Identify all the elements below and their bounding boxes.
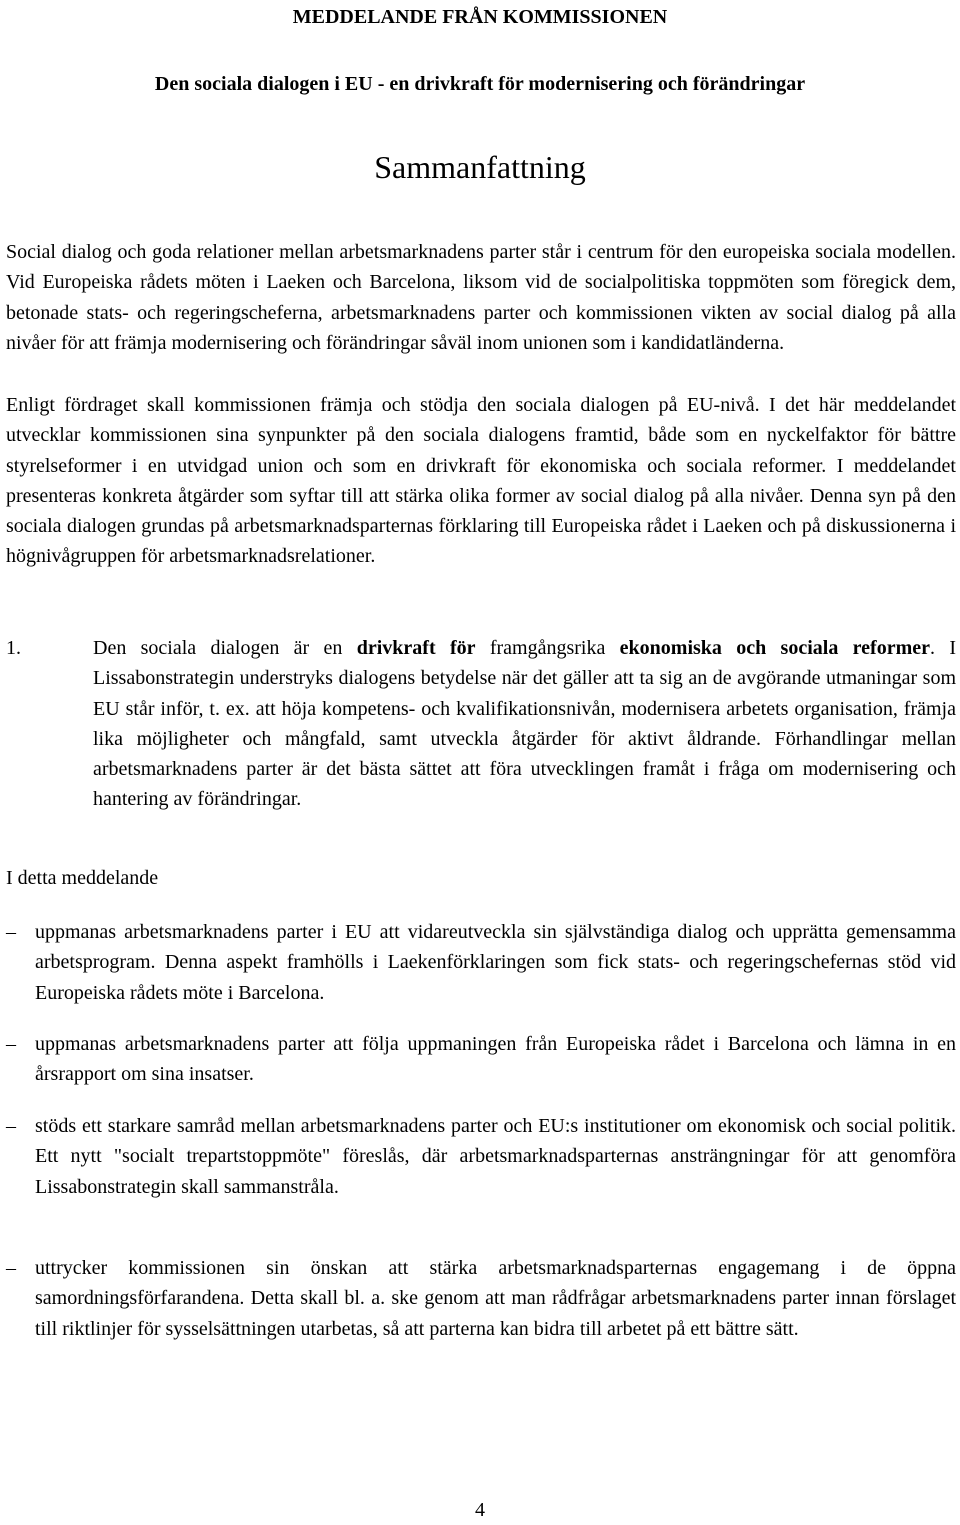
numbered-item-text [93,633,956,815]
paragraph-intro: Social dialog och goda relationer mellan arbetsmarknadens parter står i centrum för den europeiska sociala modellen. Vid Europeiska rådets möten i Laeken och Barcelona, liksom vid de socialpolitiska toppmöten som föregick dem, betonade stats- och regeringscheferna, arbetsmarknadens parter och kommissionen vikten av social dialog på alla nivåer för att främja modernisering och förändringar såväl inom unionen som i kandidatländerna. [6,241,956,354]
numbered-item-bold-part: ekonomiska och sociala reformer [619,637,930,659]
intro-line: I detta meddelande [6,867,159,889]
bullet-dash-marker: – [6,1115,16,1137]
page-number: 4 [475,1499,485,1521]
paragraph-treaty: Enligt fördraget skall kommissionen främja och stödja den sociala dialogen på EU-nivå. I det här meddelandet utvecklar kommissionen sina synpunkter på den sociala dialogens framtid, både som en nyckelfaktor för bättre styrelseformer i en utvidgad union och som en drivkraft för ekonomiska och sociala reformer. I meddelandet presenteras konkreta åtgärder som syftar till att stärka olika former av social dialog på alla nivåer. Denna syn på den sociala dialogen grundas på arbetsmarknadsparternas förklaring till Europeiska rådet i Laeken och på diskussionerna i högnivågruppen för arbetsmarknadsrelationer. [6,394,956,568]
numbered-item-text-part: . I Lissabonstrategin understryks dialogens betydelse när det gäller att ta sig an de avgörande utmaningar som EU står inför, t. ex. att höja kompetens- och kvalifikationsnivån, modernisera arbetets organisation, främja lika möjligheter och mångfald, samt utveckla åtgärder för aktivt åldrande. Förhandlingar mellan arbetsmarknadens parter är det bästa sättet att föra utvecklingen framåt i fråga om modernisering och hantering av förändringar. [93,637,956,811]
numbered-item-text-part: framgångsrika [475,637,620,659]
bullet-dash-marker: – [6,1257,16,1279]
bullet-item: uppmanas arbetsmarknadens parter i EU att vidareutveckla sin självständiga dialog och upprätta gemensamma arbetsprogram. Denna aspekt framhölls i Laekenförklaringen som fick stats- och regeringschefernas stöd vid Europeiska rådets möte i Barcelona. [35,921,956,1004]
document-type-heading: MEDDELANDE FRÅN KOMMISSIONEN [292,6,668,28]
bullet-item: stöds ett starkare samråd mellan arbetsmarknadens parter och EU:s institutioner om ekonomisk och social politik. Ett nytt "socialt trepartstoppmöte" föreslås, där arbetsmarknadsparternas ansträngningar för att genomföra Lissabonstrategin skall sammanstråla. [35,1115,956,1198]
numbered-item-number: 1. [6,637,21,659]
bullet-item: uttrycker kommissionen sin önskan att stärka arbetsmarknadsparternas engagemang i de öppna samordningsförfarandena. Detta skall bl. a. ske genom att man rådfrågar arbetsmarknadens parter innan förslaget till riktlinjer för sysselsättningen utarbetas, så att parterna kan bidra till arbetet på ett bättre sätt. [35,1257,956,1340]
bullet-dash-marker: – [6,1033,16,1055]
bullet-dash-marker: – [6,921,16,943]
document-subtitle: Den sociala dialogen i EU - en drivkraft för modernisering och förändringar [154,73,806,95]
numbered-item-bold-part: drivkraft för [356,637,476,659]
numbered-item-text-part: Den sociala dialogen är en [93,637,357,659]
bullet-item: uppmanas arbetsmarknadens parter att följa uppmaningen från Europeiska rådet i Barcelona och lämna in en årsrapport om sina insatser. [35,1033,956,1086]
summary-heading: Sammanfattning [374,149,586,185]
